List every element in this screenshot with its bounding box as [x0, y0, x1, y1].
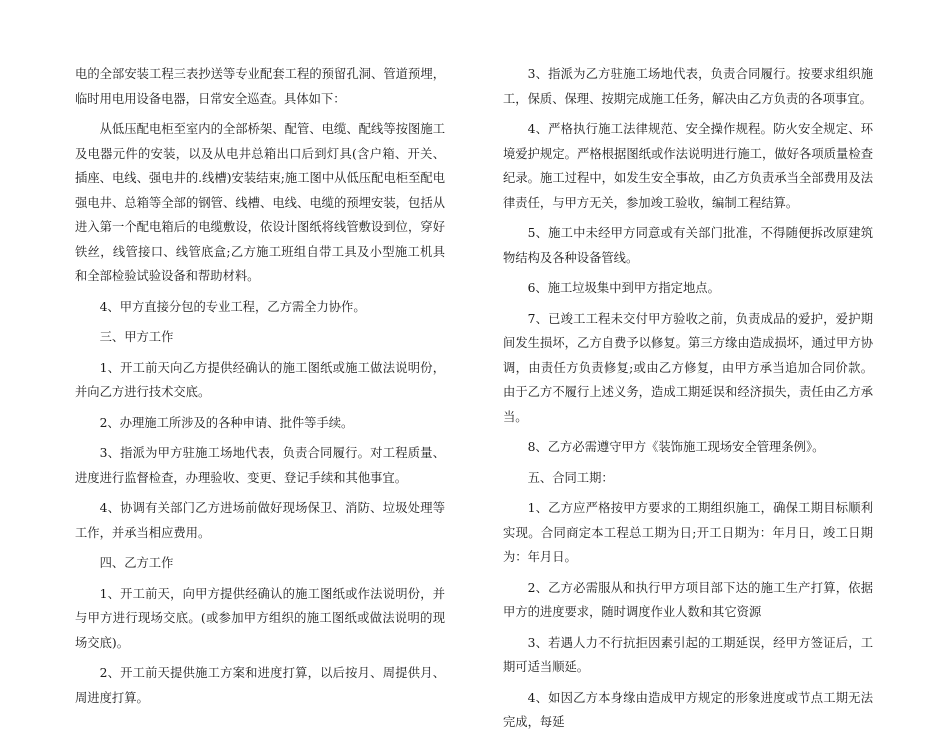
right-column	[503, 62, 873, 741]
section-heading: 四、乙方工作	[99, 556, 174, 570]
left-column	[75, 62, 445, 716]
paragraph: 3、指派为乙方驻施工场地代表，负责合同履行。按要求组织施工，保质、保理、按期完成施工任务，解决由乙方负责的各项事宜。	[503, 67, 873, 106]
paragraph: 1、乙方应严格按甲方要求的工期组织施工，确保工期目标顺利实现。合同商定本工程总工期为日;开工日期为：年月日，竣工日期为：年月日。	[503, 501, 873, 564]
paragraph: 2、办理施工所涉及的各种申请、批件等手续。	[99, 415, 354, 430]
paragraph: 1、开工前天，向甲方提供经确认的施工图纸或作法说明份，并与甲方进行现场交底。(或参加甲方组织的施工图纸或做法说明的现场交底)。	[75, 586, 445, 650]
section-heading: 五、合同工期：	[527, 470, 614, 485]
paragraph: 3、指派为甲方驻施工场地代表，负责合同履行。对工程质量、进度进行监督检查，办理验收、变更、登记手续和其他事宜。	[75, 446, 445, 485]
paragraph: 电的全部安装工程三表抄送等专业配套工程的预留孔洞、管道预埋，临时用电用设备电器，日常安全巡查。具体如下：	[75, 67, 445, 106]
paragraph: 4、甲方直接分包的专业工程，乙方需全力协作。	[99, 299, 366, 314]
paragraph: 7、已竣工工程未交付甲方验收之前，负责成品的爱护，爱护期间发生损坏，乙方自费予以修复。第三方缘由造成损坏，通过甲方协调，由责任方负责修复;或由乙方修复，由甲方承当追加合同价款。由于乙方不履行上述义务，造成工期延误和经济损失，责任由乙方承当。	[503, 311, 873, 424]
paragraph: 2、乙方必需服从和执行甲方项目部下达的施工生产打算，依据甲方的进度要求，随时调度作业人数和其它资源	[503, 580, 873, 619]
paragraph: 3、若遇人力不行抗拒因素引起的工期延误，经甲方签证后，工期可适当顺延。	[503, 635, 873, 674]
paragraph: 5、施工中未经甲方同意或有关部门批准，不得随便拆改原建筑物结构及各种设备管线。	[503, 226, 873, 265]
paragraph: 6、施工垃圾集中到甲方指定地点。	[527, 281, 720, 295]
paragraph: 从低压配电柜至室内的全部桥架、配管、电缆、配线等按图施工及电器元件的安装，以及从电井总箱出口后到灯具(含户箱、开关、插座、电线、强电井的.线槽)安装结束;施工图中从低压配电柜至配电强电井、总箱等全部的钢管、线槽、电线、电缆的预埋安装，包括从进入第一个配电箱后的电缆敷设，依设计图纸将线管敷设到位，穿好铁丝，线管接口、线管底盒;乙方施工班组自带工具及小型施工机具和全部检验试验设备和帮助材料。	[75, 122, 445, 283]
paragraph: 4、严格执行施工法律规范、安全操作规程。防火安全规定、环境爱护规定。严格根据图纸或作法说明进行施工，做好各项质量检查纪录。施工过程中，如发生安全事故，由乙方负责承当全部费用及法律责任，与甲方无关，参加竣工验收，编制工程结算。	[503, 122, 873, 210]
paragraph: 4、如因乙方本身缘由造成甲方规定的形象进度或节点工期无法完成，每延	[503, 690, 873, 729]
paragraph: 1、开工前天向乙方提供经确认的施工图纸或施工做法说明份，并向乙方进行技术交底。	[75, 360, 445, 399]
section-heading: 三、甲方工作	[99, 330, 174, 344]
paragraph: 2、开工前天提供施工方案和进度打算，以后按月、周提供月、周进度打算。	[75, 666, 445, 705]
paragraph: 8、乙方必需遵守甲方《装饰施工现场安全管理条例》。	[527, 440, 825, 454]
paragraph: 4、协调有关部门乙方进场前做好现场保卫、消防、垃圾处理等工作，并承当相应费用。	[75, 501, 445, 540]
